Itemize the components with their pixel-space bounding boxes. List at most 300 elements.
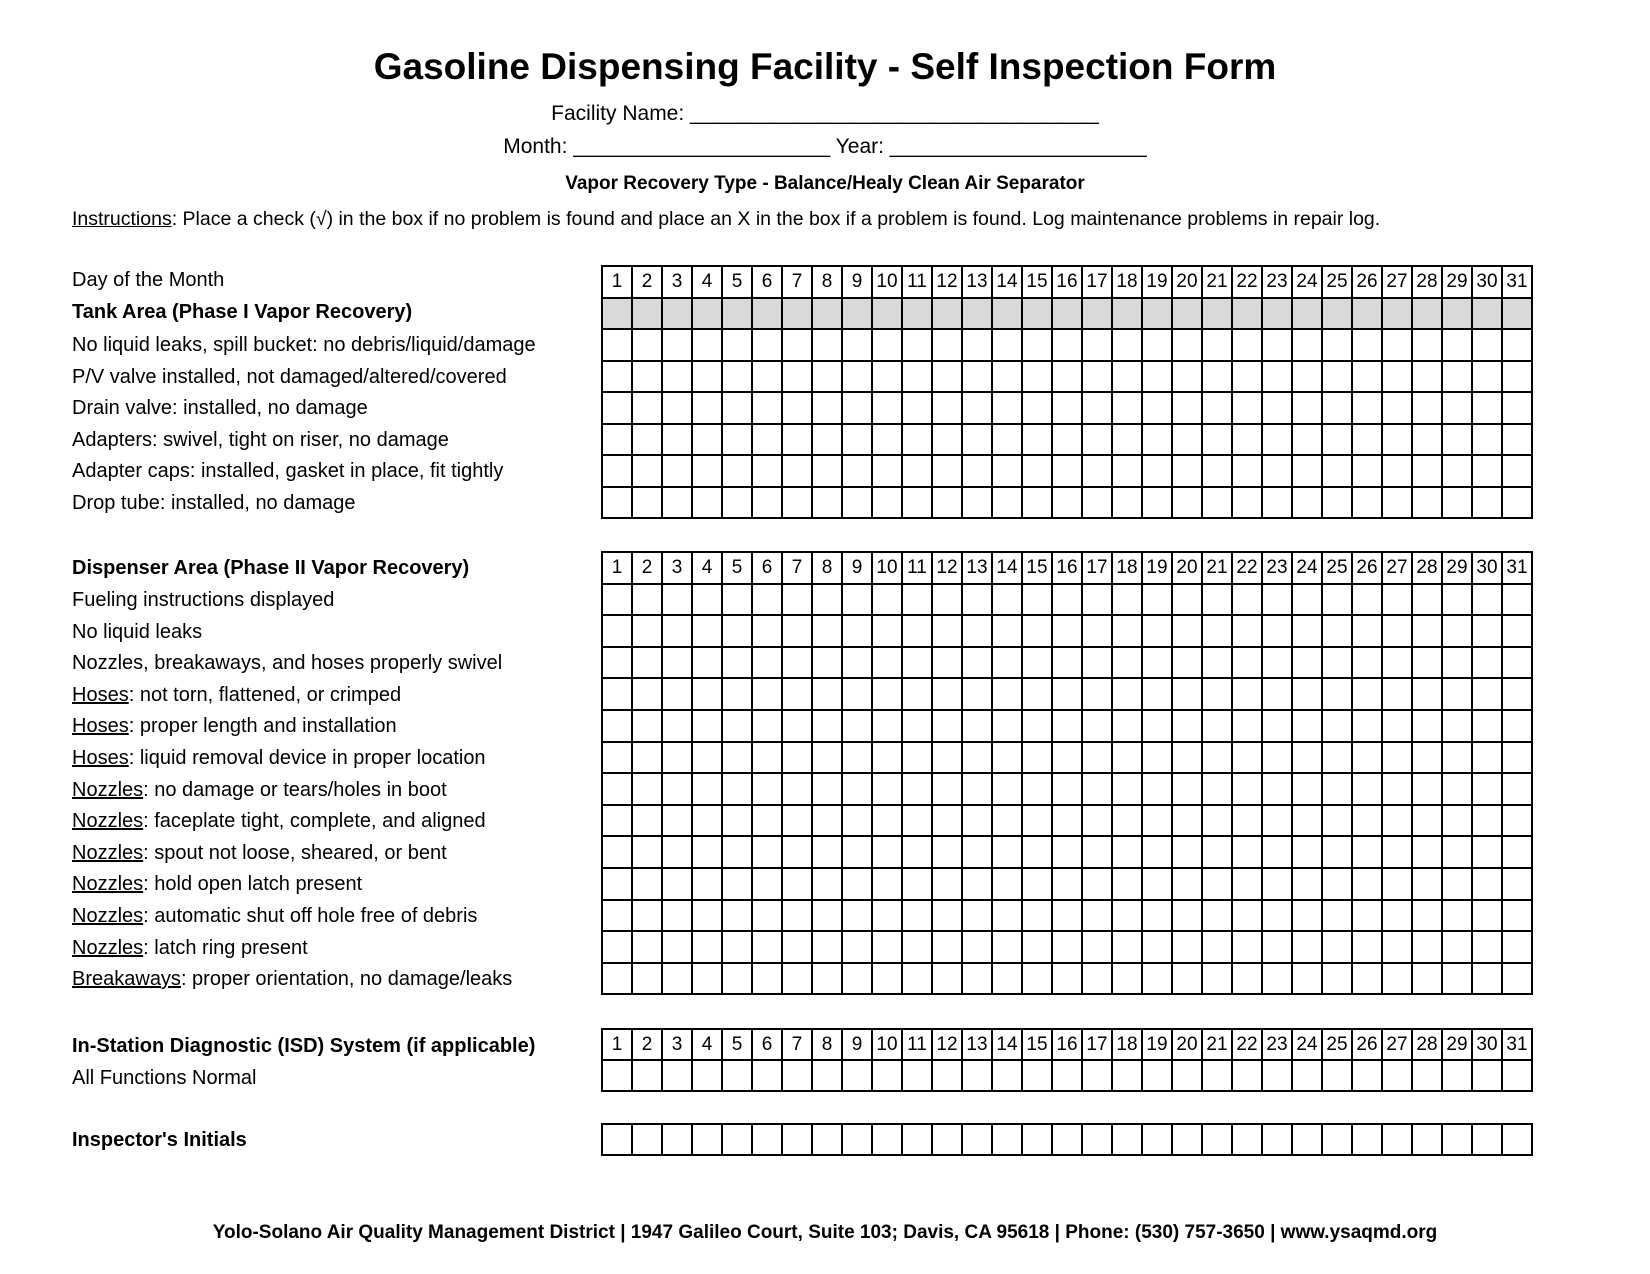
- check-box[interactable]: [842, 361, 872, 393]
- check-box[interactable]: [1412, 931, 1442, 963]
- check-box[interactable]: [992, 931, 1022, 963]
- check-box[interactable]: [1322, 615, 1352, 647]
- check-box[interactable]: [1172, 615, 1202, 647]
- check-box[interactable]: [1052, 329, 1082, 361]
- check-box[interactable]: [662, 868, 692, 900]
- check-box[interactable]: [692, 361, 722, 393]
- check-box[interactable]: [1382, 742, 1412, 774]
- check-box[interactable]: [1472, 836, 1502, 868]
- check-box[interactable]: [722, 678, 752, 710]
- check-box[interactable]: [962, 455, 992, 487]
- check-box[interactable]: [962, 931, 992, 963]
- check-box[interactable]: [1142, 1124, 1172, 1155]
- check-box[interactable]: [1322, 742, 1352, 774]
- check-box[interactable]: [722, 900, 752, 932]
- check-box[interactable]: [902, 1124, 932, 1155]
- check-box[interactable]: [872, 805, 902, 837]
- check-box[interactable]: [1232, 392, 1262, 424]
- check-box[interactable]: [1382, 584, 1412, 616]
- check-box[interactable]: [752, 836, 782, 868]
- check-box[interactable]: [632, 329, 662, 361]
- check-box[interactable]: [1052, 710, 1082, 742]
- check-box[interactable]: [1382, 868, 1412, 900]
- check-box[interactable]: [1232, 615, 1262, 647]
- check-box[interactable]: [902, 615, 932, 647]
- check-box[interactable]: [1022, 805, 1052, 837]
- check-box[interactable]: [962, 868, 992, 900]
- check-box[interactable]: [1022, 584, 1052, 616]
- check-box[interactable]: [602, 424, 632, 456]
- check-box[interactable]: [1292, 836, 1322, 868]
- check-box[interactable]: [1262, 361, 1292, 393]
- check-box[interactable]: [1142, 1060, 1172, 1091]
- check-box[interactable]: [872, 647, 902, 679]
- check-box[interactable]: [992, 1124, 1022, 1155]
- check-box[interactable]: [992, 678, 1022, 710]
- check-box[interactable]: [812, 773, 842, 805]
- check-box[interactable]: [752, 900, 782, 932]
- check-box[interactable]: [1412, 773, 1442, 805]
- check-box[interactable]: [722, 392, 752, 424]
- check-box[interactable]: [692, 900, 722, 932]
- check-box[interactable]: [1412, 678, 1442, 710]
- check-box[interactable]: [1472, 963, 1502, 995]
- check-box[interactable]: [1202, 361, 1232, 393]
- check-box[interactable]: [842, 868, 872, 900]
- check-box[interactable]: [1082, 647, 1112, 679]
- check-box[interactable]: [1442, 710, 1472, 742]
- check-box[interactable]: [842, 773, 872, 805]
- check-box[interactable]: [1322, 1060, 1352, 1091]
- check-box[interactable]: [1142, 900, 1172, 932]
- check-box[interactable]: [902, 868, 932, 900]
- check-box[interactable]: [1142, 773, 1172, 805]
- check-box[interactable]: [632, 487, 662, 519]
- check-box[interactable]: [1172, 836, 1202, 868]
- check-box[interactable]: [1022, 487, 1052, 519]
- check-box[interactable]: [752, 931, 782, 963]
- check-box[interactable]: [1472, 773, 1502, 805]
- check-box[interactable]: [932, 647, 962, 679]
- check-box[interactable]: [782, 361, 812, 393]
- check-box[interactable]: [782, 931, 812, 963]
- check-box[interactable]: [992, 900, 1022, 932]
- check-box[interactable]: [1322, 710, 1352, 742]
- check-box[interactable]: [992, 392, 1022, 424]
- check-box[interactable]: [842, 584, 872, 616]
- check-box[interactable]: [1142, 455, 1172, 487]
- check-box[interactable]: [962, 773, 992, 805]
- check-box[interactable]: [1202, 1060, 1232, 1091]
- check-box[interactable]: [782, 584, 812, 616]
- check-box[interactable]: [1472, 615, 1502, 647]
- check-box[interactable]: [1502, 963, 1532, 995]
- check-box[interactable]: [1232, 678, 1262, 710]
- check-box[interactable]: [1052, 584, 1082, 616]
- check-box[interactable]: [1262, 329, 1292, 361]
- check-box[interactable]: [1082, 963, 1112, 995]
- check-box[interactable]: [602, 487, 632, 519]
- check-box[interactable]: [1052, 678, 1082, 710]
- check-box[interactable]: [1202, 678, 1232, 710]
- check-box[interactable]: [1412, 615, 1442, 647]
- check-box[interactable]: [812, 584, 842, 616]
- check-box[interactable]: [1022, 678, 1052, 710]
- check-box[interactable]: [1202, 487, 1232, 519]
- check-box[interactable]: [1142, 392, 1172, 424]
- check-box[interactable]: [1142, 836, 1172, 868]
- check-box[interactable]: [1112, 1060, 1142, 1091]
- check-box[interactable]: [1442, 647, 1472, 679]
- check-box[interactable]: [992, 1060, 1022, 1091]
- check-box[interactable]: [692, 836, 722, 868]
- check-box[interactable]: [1442, 773, 1472, 805]
- check-box[interactable]: [662, 329, 692, 361]
- check-box[interactable]: [1232, 647, 1262, 679]
- check-box[interactable]: [1022, 773, 1052, 805]
- check-box[interactable]: [1112, 487, 1142, 519]
- check-box[interactable]: [1382, 329, 1412, 361]
- check-box[interactable]: [1382, 963, 1412, 995]
- check-box[interactable]: [722, 868, 752, 900]
- check-box[interactable]: [1472, 1124, 1502, 1155]
- check-box[interactable]: [782, 647, 812, 679]
- check-box[interactable]: [1382, 678, 1412, 710]
- check-box[interactable]: [962, 392, 992, 424]
- check-box[interactable]: [602, 615, 632, 647]
- check-box[interactable]: [812, 487, 842, 519]
- check-box[interactable]: [1262, 615, 1292, 647]
- check-box[interactable]: [1232, 805, 1262, 837]
- check-box[interactable]: [1172, 329, 1202, 361]
- check-box[interactable]: [1232, 836, 1262, 868]
- check-box[interactable]: [932, 963, 962, 995]
- check-box[interactable]: [602, 742, 632, 774]
- check-box[interactable]: [632, 900, 662, 932]
- check-box[interactable]: [1502, 1124, 1532, 1155]
- check-box[interactable]: [1442, 1060, 1472, 1091]
- check-box[interactable]: [1082, 931, 1112, 963]
- check-box[interactable]: [1412, 647, 1442, 679]
- check-box[interactable]: [872, 424, 902, 456]
- check-box[interactable]: [1142, 329, 1172, 361]
- check-box[interactable]: [1082, 742, 1112, 774]
- check-box[interactable]: [632, 963, 662, 995]
- check-box[interactable]: [1382, 805, 1412, 837]
- check-box[interactable]: [632, 836, 662, 868]
- check-box[interactable]: [842, 487, 872, 519]
- check-box[interactable]: [632, 647, 662, 679]
- check-box[interactable]: [962, 1060, 992, 1091]
- check-box[interactable]: [602, 900, 632, 932]
- check-box[interactable]: [902, 584, 932, 616]
- check-box[interactable]: [1502, 455, 1532, 487]
- check-box[interactable]: [1442, 361, 1472, 393]
- check-box[interactable]: [1202, 392, 1232, 424]
- check-box[interactable]: [782, 455, 812, 487]
- check-box[interactable]: [1232, 329, 1262, 361]
- check-box[interactable]: [1172, 678, 1202, 710]
- check-box[interactable]: [842, 1060, 872, 1091]
- check-box[interactable]: [1202, 836, 1232, 868]
- check-box[interactable]: [782, 392, 812, 424]
- check-box[interactable]: [1382, 773, 1412, 805]
- check-box[interactable]: [1082, 424, 1112, 456]
- check-box[interactable]: [1292, 361, 1322, 393]
- check-box[interactable]: [602, 1124, 632, 1155]
- check-box[interactable]: [902, 742, 932, 774]
- check-box[interactable]: [842, 455, 872, 487]
- check-box[interactable]: [1172, 455, 1202, 487]
- check-box[interactable]: [1022, 836, 1052, 868]
- check-box[interactable]: [632, 455, 662, 487]
- check-box[interactable]: [1172, 773, 1202, 805]
- check-box[interactable]: [902, 647, 932, 679]
- check-box[interactable]: [1412, 836, 1442, 868]
- check-box[interactable]: [662, 647, 692, 679]
- check-box[interactable]: [1412, 963, 1442, 995]
- check-box[interactable]: [1082, 584, 1112, 616]
- check-box[interactable]: [962, 615, 992, 647]
- check-box[interactable]: [1172, 742, 1202, 774]
- check-box[interactable]: [1502, 329, 1532, 361]
- check-box[interactable]: [1112, 742, 1142, 774]
- check-box[interactable]: [752, 361, 782, 393]
- check-box[interactable]: [812, 361, 842, 393]
- check-box[interactable]: [662, 361, 692, 393]
- check-box[interactable]: [752, 710, 782, 742]
- check-box[interactable]: [1322, 647, 1352, 679]
- check-box[interactable]: [812, 392, 842, 424]
- check-box[interactable]: [1232, 742, 1262, 774]
- check-box[interactable]: [992, 329, 1022, 361]
- check-box[interactable]: [1292, 868, 1322, 900]
- check-box[interactable]: [692, 678, 722, 710]
- check-box[interactable]: [1322, 868, 1352, 900]
- check-box[interactable]: [842, 900, 872, 932]
- check-box[interactable]: [1292, 900, 1322, 932]
- check-box[interactable]: [812, 424, 842, 456]
- check-box[interactable]: [1022, 647, 1052, 679]
- check-box[interactable]: [902, 487, 932, 519]
- check-box[interactable]: [1292, 742, 1322, 774]
- check-box[interactable]: [1352, 584, 1382, 616]
- check-box[interactable]: [722, 487, 752, 519]
- check-box[interactable]: [632, 805, 662, 837]
- check-box[interactable]: [1262, 1124, 1292, 1155]
- check-box[interactable]: [1232, 1124, 1262, 1155]
- check-box[interactable]: [752, 805, 782, 837]
- check-box[interactable]: [722, 361, 752, 393]
- check-box[interactable]: [962, 805, 992, 837]
- check-box[interactable]: [992, 742, 1022, 774]
- check-box[interactable]: [1232, 584, 1262, 616]
- check-box[interactable]: [1352, 615, 1382, 647]
- check-box[interactable]: [1292, 710, 1322, 742]
- check-box[interactable]: [1412, 868, 1442, 900]
- check-box[interactable]: [992, 710, 1022, 742]
- check-box[interactable]: [1502, 710, 1532, 742]
- check-box[interactable]: [692, 931, 722, 963]
- check-box[interactable]: [1412, 1124, 1442, 1155]
- check-box[interactable]: [752, 329, 782, 361]
- check-box[interactable]: [932, 773, 962, 805]
- check-box[interactable]: [1232, 1060, 1262, 1091]
- check-box[interactable]: [1382, 931, 1412, 963]
- check-box[interactable]: [1292, 931, 1322, 963]
- check-box[interactable]: [1262, 584, 1292, 616]
- check-box[interactable]: [812, 900, 842, 932]
- check-box[interactable]: [1052, 392, 1082, 424]
- check-box[interactable]: [872, 836, 902, 868]
- check-box[interactable]: [872, 487, 902, 519]
- check-box[interactable]: [1082, 361, 1112, 393]
- check-box[interactable]: [662, 836, 692, 868]
- check-box[interactable]: [1262, 710, 1292, 742]
- check-box[interactable]: [722, 742, 752, 774]
- check-box[interactable]: [1232, 455, 1262, 487]
- check-box[interactable]: [1052, 487, 1082, 519]
- check-box[interactable]: [1322, 584, 1352, 616]
- check-box[interactable]: [1112, 773, 1142, 805]
- check-box[interactable]: [902, 329, 932, 361]
- check-box[interactable]: [1412, 392, 1442, 424]
- check-box[interactable]: [662, 931, 692, 963]
- check-box[interactable]: [1082, 615, 1112, 647]
- check-box[interactable]: [1172, 487, 1202, 519]
- check-box[interactable]: [782, 805, 812, 837]
- check-box[interactable]: [932, 424, 962, 456]
- check-box[interactable]: [1172, 647, 1202, 679]
- check-box[interactable]: [722, 963, 752, 995]
- check-box[interactable]: [812, 868, 842, 900]
- check-box[interactable]: [1292, 773, 1322, 805]
- check-box[interactable]: [1202, 329, 1232, 361]
- check-box[interactable]: [932, 805, 962, 837]
- check-box[interactable]: [782, 329, 812, 361]
- check-box[interactable]: [1472, 742, 1502, 774]
- check-box[interactable]: [1442, 963, 1472, 995]
- check-box[interactable]: [752, 487, 782, 519]
- check-box[interactable]: [662, 963, 692, 995]
- check-box[interactable]: [1382, 455, 1412, 487]
- check-box[interactable]: [1382, 487, 1412, 519]
- check-box[interactable]: [752, 615, 782, 647]
- check-box[interactable]: [1052, 615, 1082, 647]
- check-box[interactable]: [1382, 710, 1412, 742]
- check-box[interactable]: [722, 329, 752, 361]
- check-box[interactable]: [932, 710, 962, 742]
- check-box[interactable]: [1232, 931, 1262, 963]
- check-box[interactable]: [662, 487, 692, 519]
- check-box[interactable]: [632, 773, 662, 805]
- check-box[interactable]: [872, 361, 902, 393]
- check-box[interactable]: [992, 647, 1022, 679]
- check-box[interactable]: [1382, 615, 1412, 647]
- check-box[interactable]: [1202, 424, 1232, 456]
- check-box[interactable]: [1022, 361, 1052, 393]
- check-box[interactable]: [1472, 329, 1502, 361]
- check-box[interactable]: [1112, 647, 1142, 679]
- check-box[interactable]: [632, 361, 662, 393]
- check-box[interactable]: [1142, 678, 1172, 710]
- check-box[interactable]: [1382, 1124, 1412, 1155]
- check-box[interactable]: [932, 361, 962, 393]
- check-box[interactable]: [1262, 773, 1292, 805]
- check-box[interactable]: [692, 1124, 722, 1155]
- check-box[interactable]: [1322, 678, 1352, 710]
- check-box[interactable]: [722, 710, 752, 742]
- check-box[interactable]: [782, 615, 812, 647]
- check-box[interactable]: [1052, 963, 1082, 995]
- check-box[interactable]: [1352, 329, 1382, 361]
- check-box[interactable]: [1352, 678, 1382, 710]
- check-box[interactable]: [1472, 455, 1502, 487]
- check-box[interactable]: [1472, 868, 1502, 900]
- check-box[interactable]: [1442, 455, 1472, 487]
- check-box[interactable]: [1202, 455, 1232, 487]
- check-box[interactable]: [752, 392, 782, 424]
- check-box[interactable]: [602, 836, 632, 868]
- check-box[interactable]: [752, 647, 782, 679]
- check-box[interactable]: [602, 392, 632, 424]
- check-box[interactable]: [1352, 1060, 1382, 1091]
- check-box[interactable]: [992, 963, 1022, 995]
- check-box[interactable]: [1172, 361, 1202, 393]
- check-box[interactable]: [1172, 931, 1202, 963]
- check-box[interactable]: [1112, 329, 1142, 361]
- check-box[interactable]: [902, 424, 932, 456]
- check-box[interactable]: [1172, 392, 1202, 424]
- check-box[interactable]: [1262, 487, 1292, 519]
- check-box[interactable]: [752, 742, 782, 774]
- check-box[interactable]: [1172, 1060, 1202, 1091]
- check-box[interactable]: [1502, 615, 1532, 647]
- check-box[interactable]: [842, 392, 872, 424]
- check-box[interactable]: [872, 392, 902, 424]
- check-box[interactable]: [1082, 487, 1112, 519]
- check-box[interactable]: [1292, 615, 1322, 647]
- check-box[interactable]: [1472, 931, 1502, 963]
- check-box[interactable]: [1322, 773, 1352, 805]
- check-box[interactable]: [692, 487, 722, 519]
- check-box[interactable]: [1022, 329, 1052, 361]
- check-box[interactable]: [1112, 424, 1142, 456]
- check-box[interactable]: [992, 868, 1022, 900]
- check-box[interactable]: [1202, 647, 1232, 679]
- check-box[interactable]: [962, 836, 992, 868]
- check-box[interactable]: [1112, 836, 1142, 868]
- check-box[interactable]: [1052, 773, 1082, 805]
- check-box[interactable]: [692, 868, 722, 900]
- check-box[interactable]: [1262, 805, 1292, 837]
- check-box[interactable]: [1502, 584, 1532, 616]
- check-box[interactable]: [1262, 424, 1292, 456]
- check-box[interactable]: [1352, 931, 1382, 963]
- check-box[interactable]: [812, 742, 842, 774]
- check-box[interactable]: [1472, 678, 1502, 710]
- check-box[interactable]: [1352, 900, 1382, 932]
- check-box[interactable]: [992, 487, 1022, 519]
- check-box[interactable]: [632, 615, 662, 647]
- check-box[interactable]: [632, 742, 662, 774]
- check-box[interactable]: [1082, 392, 1112, 424]
- check-box[interactable]: [812, 710, 842, 742]
- check-box[interactable]: [632, 1124, 662, 1155]
- check-box[interactable]: [662, 584, 692, 616]
- check-box[interactable]: [1052, 647, 1082, 679]
- check-box[interactable]: [1442, 584, 1472, 616]
